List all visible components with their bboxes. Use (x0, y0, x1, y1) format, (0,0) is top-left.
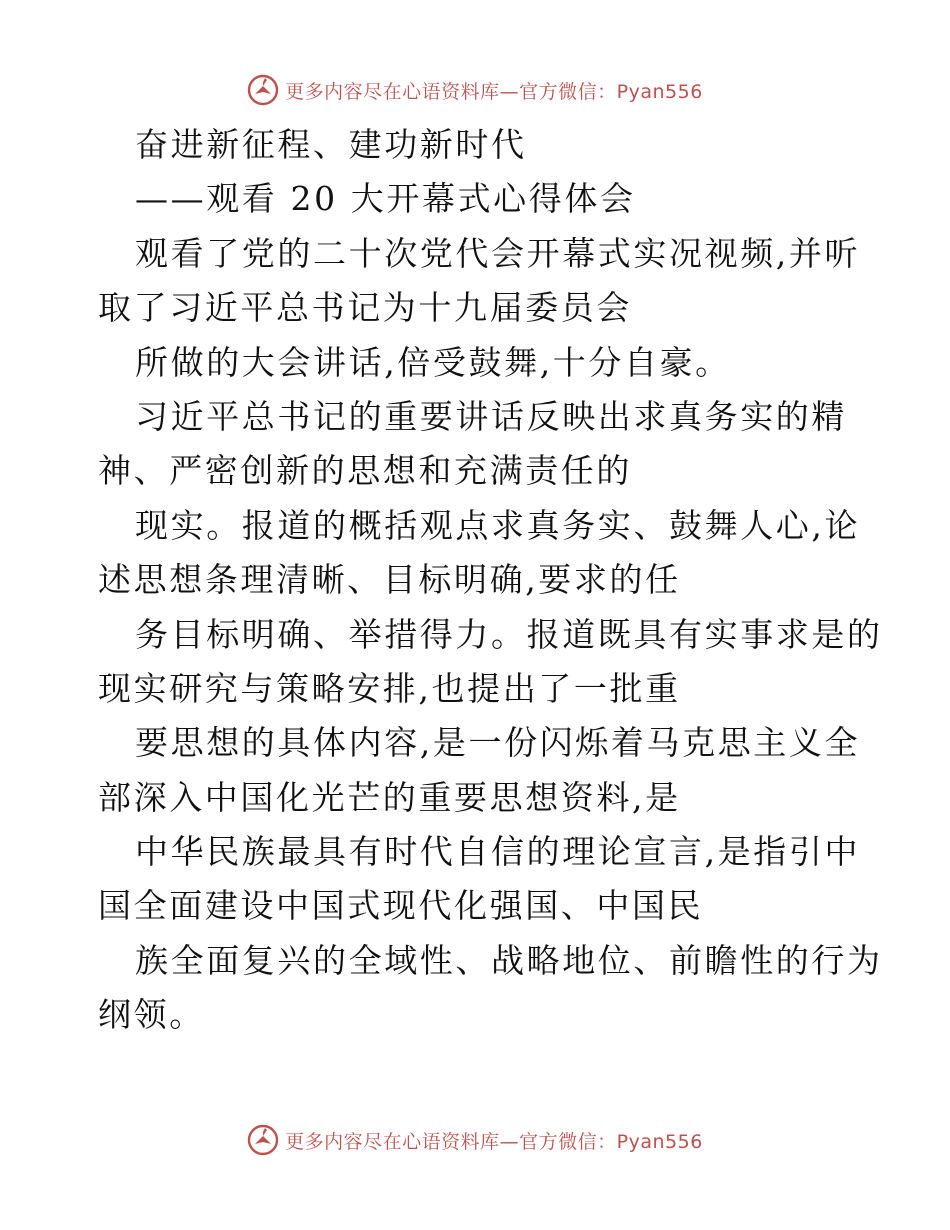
book-pen-icon (247, 1124, 279, 1156)
paragraph-line: 观看了党的二十次党代会开幕式实况视频,并听 (135, 233, 861, 273)
paragraph-line: 国全面建设中国式现代化强国、中国民 (98, 886, 704, 926)
header-watermark (0, 70, 950, 110)
paragraph-line: 要思想的具体内容,是一份闪烁着马克思主义全 (135, 723, 861, 763)
paragraph-line: 中华民族最具有时代自信的理论宣言,是指引中 (135, 832, 861, 872)
paragraph-line: 所做的大会讲话,倍受鼓舞,十分自豪。 (135, 342, 731, 382)
paragraph-line: 神、严密创新的思想和充满责任的 (98, 451, 632, 491)
paragraph-line: 习近平总书记的重要讲话反映出求真务实的精 (135, 396, 847, 436)
watermark-text: 更多内容尽在心语资料库—官方微信：Pyan556 (285, 80, 703, 103)
document-subtitle: ——观看 20 大开幕式心得体会 (135, 179, 636, 219)
paragraph-line: 现实。报道的概括观点求真务实、鼓舞人心,论 (135, 505, 861, 545)
paragraph-line: 纲领。 (98, 995, 205, 1035)
paragraph-line: 族全面复兴的全域性、战略地位、前瞻性的行为 (135, 940, 883, 980)
paragraph-line: 取了习近平总书记为十九届委员会 (98, 288, 632, 328)
paragraph-line: 述思想条理清晰、目标明确,要求的任 (98, 560, 681, 600)
footer-watermark (0, 1120, 950, 1160)
paragraph-line: 部深入中国化光芒的重要思想资料,是 (98, 777, 681, 817)
paragraph-line: 务目标明确、举措得力。报道既具有实事求是的 (135, 614, 883, 654)
watermark-text: 更多内容尽在心语资料库—官方微信：Pyan556 (285, 1130, 703, 1153)
paragraph-line: 现实研究与策略安排,也提出了一批重 (98, 668, 681, 708)
book-pen-icon (247, 74, 279, 106)
document-title: 奋进新征程、建功新时代 (135, 125, 527, 164)
document-body (98, 118, 883, 1043)
